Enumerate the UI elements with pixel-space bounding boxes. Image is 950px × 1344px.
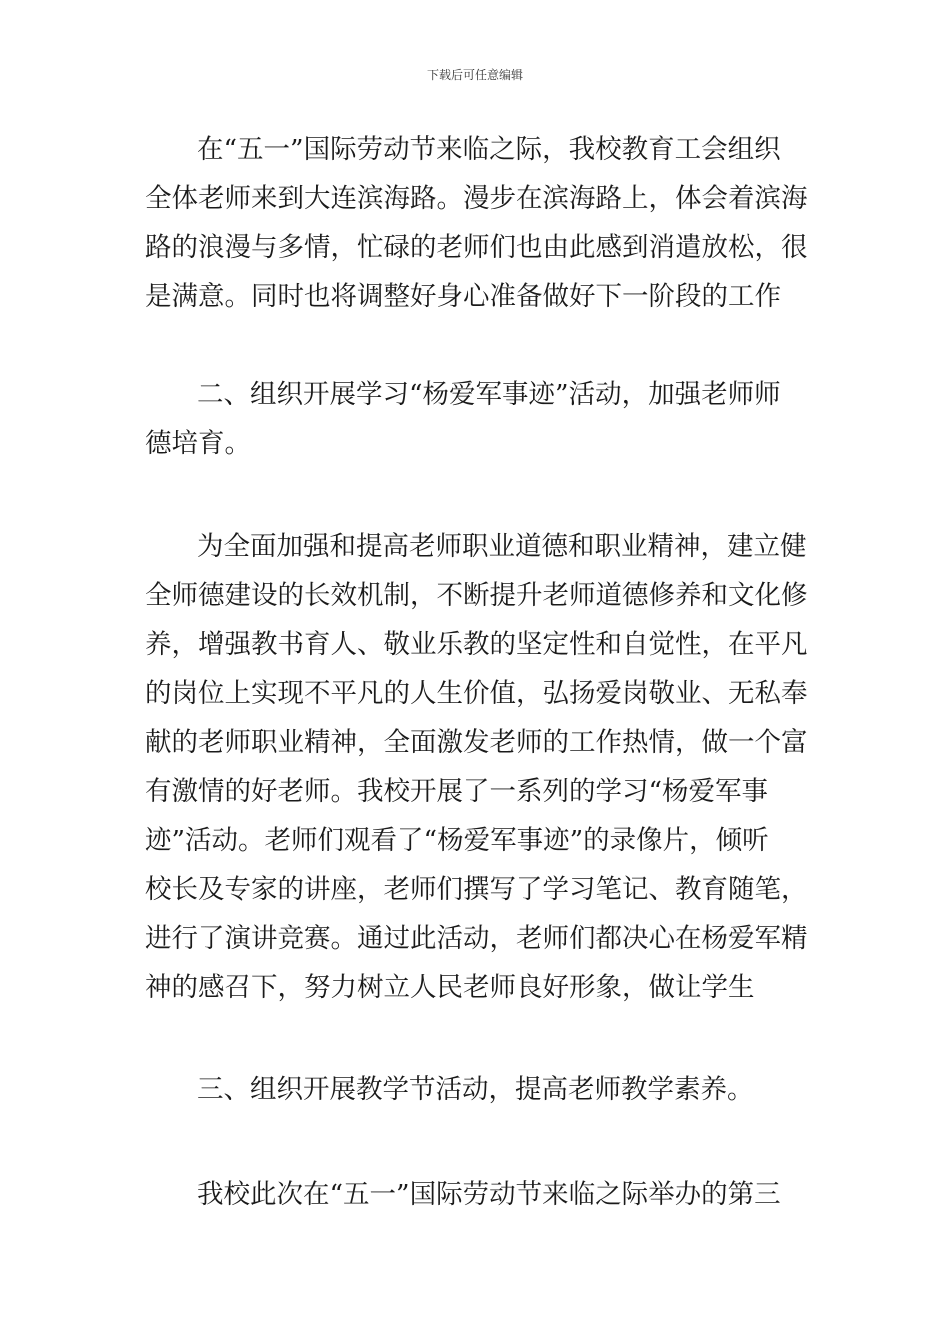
paragraph-line: 献的老师职业精神，全面激发老师的工作热情，做一个富 (145, 727, 808, 758)
paragraph-line: 神的感召下，努力树立人民老师良好形象，做让学生 (145, 972, 755, 1003)
paragraph-line: 进行了演讲竞赛。通过此活动，老师们都决心在杨爱军精 (145, 923, 808, 954)
paragraph-line: 的岗位上实现不平凡的人生价值，弘扬爱岗敬业、无私奉 (145, 678, 808, 709)
page-header: 下载后可任意编辑 (426, 68, 523, 82)
section-heading-line: 三、组织开展教学节活动，提高老师教学素养。 (197, 1074, 754, 1105)
paragraph-line: 养，增强教书育人、敬业乐教的坚定性和自觉性，在平凡 (145, 629, 808, 660)
paragraph-line: 为全面加强和提高老师职业道德和职业精神，建立健 (197, 531, 807, 562)
paragraph-line: 全体老师来到大连滨海路。漫步在滨海路上，体会着滨海 (145, 183, 808, 214)
paragraph-line: 我校此次在“五一”国际劳动节来临之际举办的第三 (197, 1179, 781, 1210)
paragraph-line: 校长及专家的讲座，老师们撰写了学习笔记、教育随笔， (145, 874, 808, 905)
paragraph-line: 全师德建设的长效机制，不断提升老师道德修养和文化修 (145, 580, 808, 611)
section-heading-line: 二、组织开展学习“杨爱军事迹”活动，加强老师师 (197, 379, 781, 410)
section-heading-line: 德培育。 (145, 428, 251, 459)
paragraph-line: 有激情的好老师。我校开展了一系列的学习“杨爱军事 (145, 776, 769, 807)
paragraph-line: 迹”活动。老师们观看了“杨爱军事迹”的录像片，倾听 (145, 825, 769, 856)
paragraph-line: 路的浪漫与多情，忙碌的老师们也由此感到消遣放松，很 (145, 232, 808, 263)
paragraph-line: 在“五一”国际劳动节来临之际，我校教育工会组织 (197, 134, 781, 165)
paragraph-line: 是满意。同时也将调整好身心准备做好下一阶段的工作 (145, 281, 781, 312)
